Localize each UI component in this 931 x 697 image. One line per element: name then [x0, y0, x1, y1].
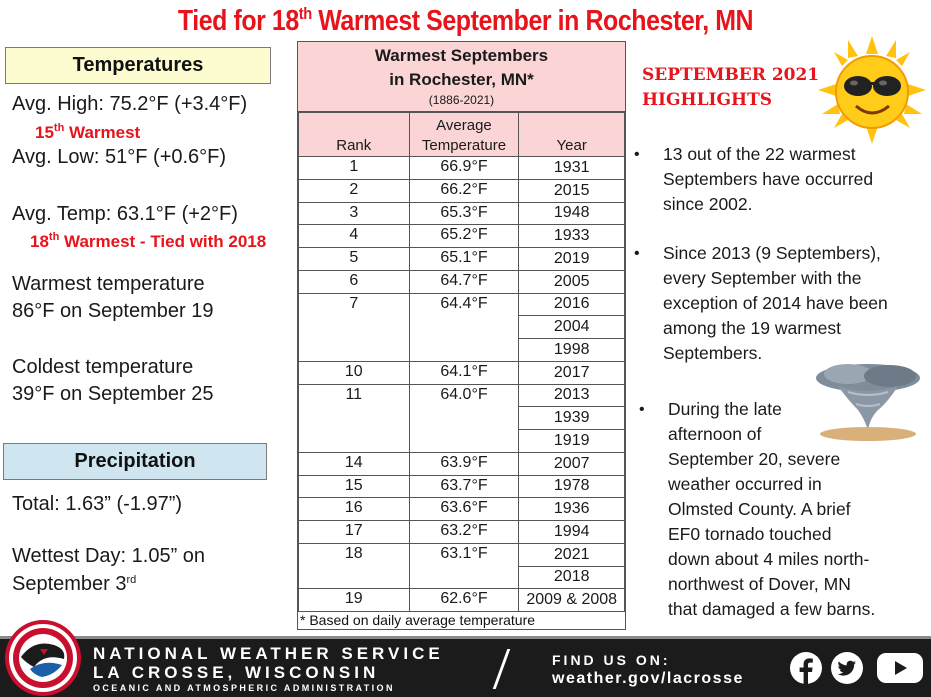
avg-low: Avg. Low: 51°F (+0.6°F) [12, 146, 227, 168]
twitter-icon[interactable] [830, 651, 864, 685]
wettest-day-line2: September 3rd [12, 573, 137, 595]
rank-cell: 5 [299, 248, 410, 271]
warmest-temp-label: Warmest temperature [12, 273, 205, 295]
year-cell: 1998 [519, 339, 625, 362]
rank-cell: 7 [299, 293, 410, 361]
col-year: Year [519, 113, 625, 157]
table-row [299, 498, 625, 521]
rank-cell: 4 [299, 225, 410, 248]
avg-temp-cell: 64.7°F [409, 270, 519, 293]
year-cell: 1948 [519, 202, 625, 225]
youtube-icon[interactable] [876, 651, 924, 685]
table-row [299, 521, 625, 544]
table-title [298, 42, 625, 112]
coldest-temp-value: 39°F on September 25 [12, 383, 214, 405]
facebook-icon[interactable] [789, 651, 823, 685]
table-row [299, 248, 625, 271]
rank-cell: 19 [299, 589, 410, 612]
avg-temp-cell: 66.2°F [409, 179, 519, 202]
temperatures-header: Temperatures [5, 47, 271, 84]
avg-high-rank: 15th Warmest [35, 122, 141, 142]
table-row [299, 361, 625, 384]
table-row [299, 157, 625, 180]
coldest-temp-label: Coldest temperature [12, 356, 194, 378]
avg-temp-cell: 64.4°F [409, 293, 519, 361]
rank-cell: 18 [299, 543, 410, 589]
highlights-title: SEPTEMBER 2021 HIGHLIGHTS [642, 65, 820, 110]
year-cell: 1933 [519, 225, 625, 248]
highlight-bullet-1: • 13 out of the 22 warmest Septembers have occurred since 2002. [634, 144, 874, 214]
highlight-bullet-3: • During the late afternoon of September 20, severe weather occurred in Olmsted County. A brief EF0 tornado touched down about 4 miles north- northwest of Dover, MN that damaged a few barns. [639, 399, 876, 619]
precipitation-header: Precipitation [3, 443, 267, 480]
year-cell: 2009 & 2008 [519, 589, 625, 612]
wettest-day-line1: Wettest Day: 1.05” on [12, 545, 206, 567]
footer [0, 639, 931, 697]
avg-temp-cell: 65.1°F [409, 248, 519, 271]
rank-cell: 6 [299, 270, 410, 293]
avg-temp-cell: 65.3°F [409, 202, 519, 225]
highlight-bullet-2: • Since 2013 (9 Septembers), every September with the exception of 2014 have been among the 19 warmest Septembers. [634, 243, 888, 363]
year-cell: 2021 [519, 543, 625, 566]
col-rank: Rank [299, 113, 410, 157]
year-cell: 2004 [519, 316, 625, 339]
ranks-body [299, 157, 625, 612]
avg-temp-cell: 63.1°F [409, 543, 519, 589]
table-footnote: * Based on daily average temperature [300, 612, 536, 628]
precip-total: Total: 1.63” (-1.97”) [12, 493, 183, 515]
nws-logo-icon [4, 619, 82, 697]
footer-org-line3: OCEANIC AND ATMOSPHERIC ADMINISTRATION [93, 683, 395, 693]
rank-cell: 2 [299, 179, 410, 202]
col-avg-temp: Average Temperature [409, 113, 519, 157]
table-title-line1: Warmest Septembers [374, 46, 549, 65]
year-cell: 1919 [519, 430, 625, 453]
avg-temp-cell: 66.9°F [409, 157, 519, 180]
table-row [299, 293, 625, 316]
table-row [299, 384, 625, 407]
sun-sunglasses-icon [818, 36, 926, 144]
avg-temp-cell: 65.2°F [409, 225, 519, 248]
table-row [299, 225, 625, 248]
avg-temp-cell: 64.1°F [409, 361, 519, 384]
table-row [299, 452, 625, 475]
page-title: Tied for 18th Warmest September in Rochester, MN [177, 4, 754, 37]
year-cell: 1936 [519, 498, 625, 521]
year-cell: 2016 [519, 293, 625, 316]
warmest-temp-value: 86°F on September 19 [12, 300, 214, 322]
footer-website-link[interactable]: weather.gov/lacrosse [552, 670, 744, 687]
table-period: (1886-2021) [428, 93, 495, 107]
rank-cell: 14 [299, 452, 410, 475]
table-title-line2: in Rochester, MN* [389, 70, 534, 89]
rank-cell: 16 [299, 498, 410, 521]
year-cell: 1978 [519, 475, 625, 498]
avg-temp-cell: 62.6°F [409, 589, 519, 612]
avg-temp-rank: 18th Warmest - Tied with 2018 [30, 231, 267, 251]
avg-temp: Avg. Temp: 63.1°F (+2°F) [12, 203, 238, 225]
year-cell: 2015 [519, 179, 625, 202]
year-cell: 2017 [519, 361, 625, 384]
year-cell: 1994 [519, 521, 625, 544]
rank-cell: 15 [299, 475, 410, 498]
table-row [299, 589, 625, 612]
table-row [299, 270, 625, 293]
footer-org-line2: LA CROSSE, WISCONSIN [93, 663, 380, 682]
rank-cell: 1 [299, 157, 410, 180]
footer-org-line1: NATIONAL WEATHER SERVICE [93, 644, 444, 663]
avg-temp-cell: 64.0°F [409, 384, 519, 452]
footer-divider [493, 649, 511, 689]
footer-find-us: FIND US ON: [552, 652, 671, 668]
avg-temp-cell: 63.2°F [409, 521, 519, 544]
year-cell: 2005 [519, 270, 625, 293]
year-cell: 2013 [519, 384, 625, 407]
table-row [299, 202, 625, 225]
rank-cell: 3 [299, 202, 410, 225]
year-cell: 2018 [519, 566, 625, 589]
year-cell: 2019 [519, 248, 625, 271]
avg-high: Avg. High: 75.2°F (+3.4°F) [12, 93, 248, 115]
ranks-table [298, 112, 625, 612]
table-row [299, 179, 625, 202]
avg-temp-cell: 63.7°F [409, 475, 519, 498]
rank-cell: 11 [299, 384, 410, 452]
table-row [299, 543, 625, 566]
rank-cell: 17 [299, 521, 410, 544]
avg-temp-cell: 63.9°F [409, 452, 519, 475]
year-cell: 1931 [519, 157, 625, 180]
rank-cell: 10 [299, 361, 410, 384]
avg-temp-cell: 63.6°F [409, 498, 519, 521]
warmest-septembers-table [297, 41, 626, 630]
table-row [299, 475, 625, 498]
year-cell: 2007 [519, 452, 625, 475]
year-cell: 1939 [519, 407, 625, 430]
